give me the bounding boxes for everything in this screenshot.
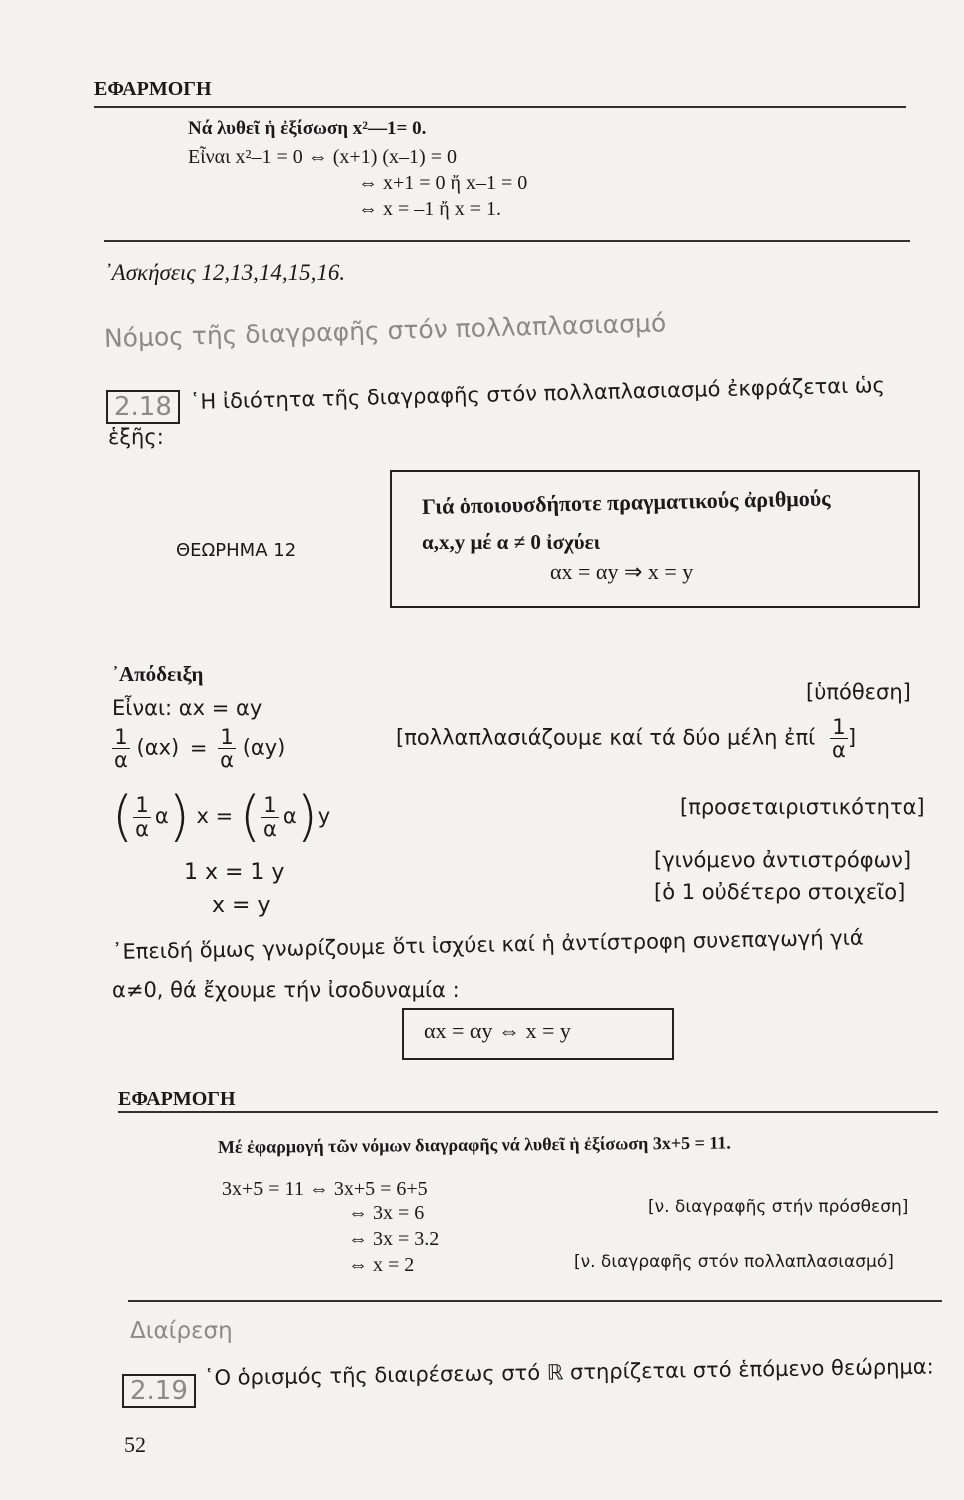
app2-task: Μέ ἐφαρμογή τῶν νόμων διαγραφῆς νά λυθεῖ ἡ ἐξίσωση 3x+5 = 11.: [217, 1132, 731, 1157]
section-title-cancellation: Νόμος τῆς διαγραφῆς στόν πολλαπλασιασμό: [103, 308, 667, 353]
proof-line2: [112, 726, 285, 771]
section-number-2-19: 2.19: [122, 1374, 196, 1408]
proof-reason2: [πολλαπλασιάζουμε καί τά δύο μέλη ἐπί $\frac{1}{\alpha}$ ]: [396, 715, 857, 763]
app1-top-rule: [94, 106, 906, 108]
app1-line3: ⇔ x = –1 ἤ x = 1.: [358, 198, 502, 220]
proof-line2-eq: =: [189, 735, 208, 760]
app1-heading: ΕΦΑΡΜΟΓΗ: [94, 78, 212, 100]
proof-heading: ᾿Απόδειξη: [112, 662, 204, 686]
proof-line4: 1 x = 1 y: [184, 860, 285, 885]
proof-after-b: α≠0, θά ἔχουμε τήν ἰσοδυναμία :: [112, 978, 460, 1002]
app1-bottom-rule: [104, 240, 910, 242]
theorem-line2: α,x,y μέ α ≠ 0 ἰσχύει: [422, 530, 601, 554]
section1-intro-a: ῾Η ἰδιότητα τῆς διαγραφῆς στόν πολλαπλασιασμό ἐκφράζεται ὡς: [189, 373, 886, 414]
section-title-division: Διαίρεση: [130, 1318, 233, 1344]
exercises-line: ᾿Ασκήσεις 12,13,14,15,16.: [104, 260, 346, 285]
section2-intro: ῾Ο ὁρισμός τῆς διαιρέσεως στό ℝ στηρίζεται στό ἑπόμενο θεώρημα:: [203, 1354, 934, 1390]
app2-top-rule: [118, 1111, 938, 1113]
section1-intro-b: ἑξῆς:: [108, 425, 164, 449]
app2-line4: ⇔ x = 2: [348, 1254, 415, 1276]
proof-reason4: [γινόμενο ἀντιστρόφων]: [654, 848, 912, 872]
theorem-line1: Γιά ὁποιουσδήποτε πραγματικούς ἀριθμούς: [421, 485, 831, 519]
app2-reason4: [ν. διαγραφῆς στόν πολλαπλασιασμό]: [574, 1252, 894, 1272]
proof-reason3: [προσεταιριστικότητα]: [680, 795, 925, 819]
proof-line3: ( $\frac{1}{\alpha}$ α) x = ( $\frac{1}{\alpha}$ α)y: [112, 785, 331, 848]
app2-line3: ⇔ 3x = 3.2: [348, 1228, 440, 1250]
proof-line2-left: (αx): [136, 735, 180, 760]
theorem-line3: αx = αy ⇒ x = y: [550, 559, 694, 584]
fraction-one-over-alpha: $\frac{1}{\alpha}$: [135, 793, 149, 841]
app2-heading: ΕΦΑΡΜΟΓΗ: [118, 1088, 236, 1110]
app1-task: Νά λυθεῖ ἡ ἐξίσωση x²—1= 0.: [188, 118, 427, 139]
app2-reason2: [ν. διαγραφῆς στήν πρόσθεση]: [648, 1197, 909, 1217]
app2-line2: ⇔ 3x = 6: [348, 1202, 425, 1224]
section-number-2-18: 2.18: [106, 390, 180, 424]
proof-line5: x = y: [212, 893, 271, 918]
app1-line2: ⇔ x+1 = 0 ἤ x–1 = 0: [358, 172, 528, 194]
proof-line2-right: (αy): [242, 735, 286, 760]
fraction-one-over-alpha: $\frac{1}{\alpha}$: [114, 725, 128, 773]
page-number: 52: [124, 1432, 146, 1457]
proof-line1: Εἶναι: αx = αy: [112, 696, 263, 720]
proof-reason5: [ὁ 1 οὐδέτερο στοιχεῖο]: [654, 880, 906, 904]
theorem-label: ΘΕΩΡΗΜΑ 12: [176, 540, 297, 561]
app2-line1: 3x+5 = 11 ⇔ 3x+5 = 6+5: [222, 1178, 428, 1200]
app2-bottom-rule: [128, 1300, 942, 1302]
proof-reason1: [ὑπόθεση]: [806, 680, 911, 704]
app1-line1: Εἶναι x²–1 = 0 ⇔ (x+1) (x–1) = 0: [188, 146, 457, 168]
fraction-one-over-alpha: $\frac{1}{\alpha}$: [263, 793, 277, 841]
fraction-one-over-alpha: $\frac{1}{\alpha}$: [831, 715, 846, 763]
equivalence-text: αx = αy ⇔ x = y: [424, 1018, 571, 1043]
fraction-one-over-alpha: $\frac{1}{\alpha}$: [220, 725, 235, 773]
proof-after-a: ᾿Επειδή ὅμως γνωρίζουμε ὅτι ἰσχύει καί ἡ ἀντίστροφη συνεπαγωγή γιά: [111, 925, 864, 964]
